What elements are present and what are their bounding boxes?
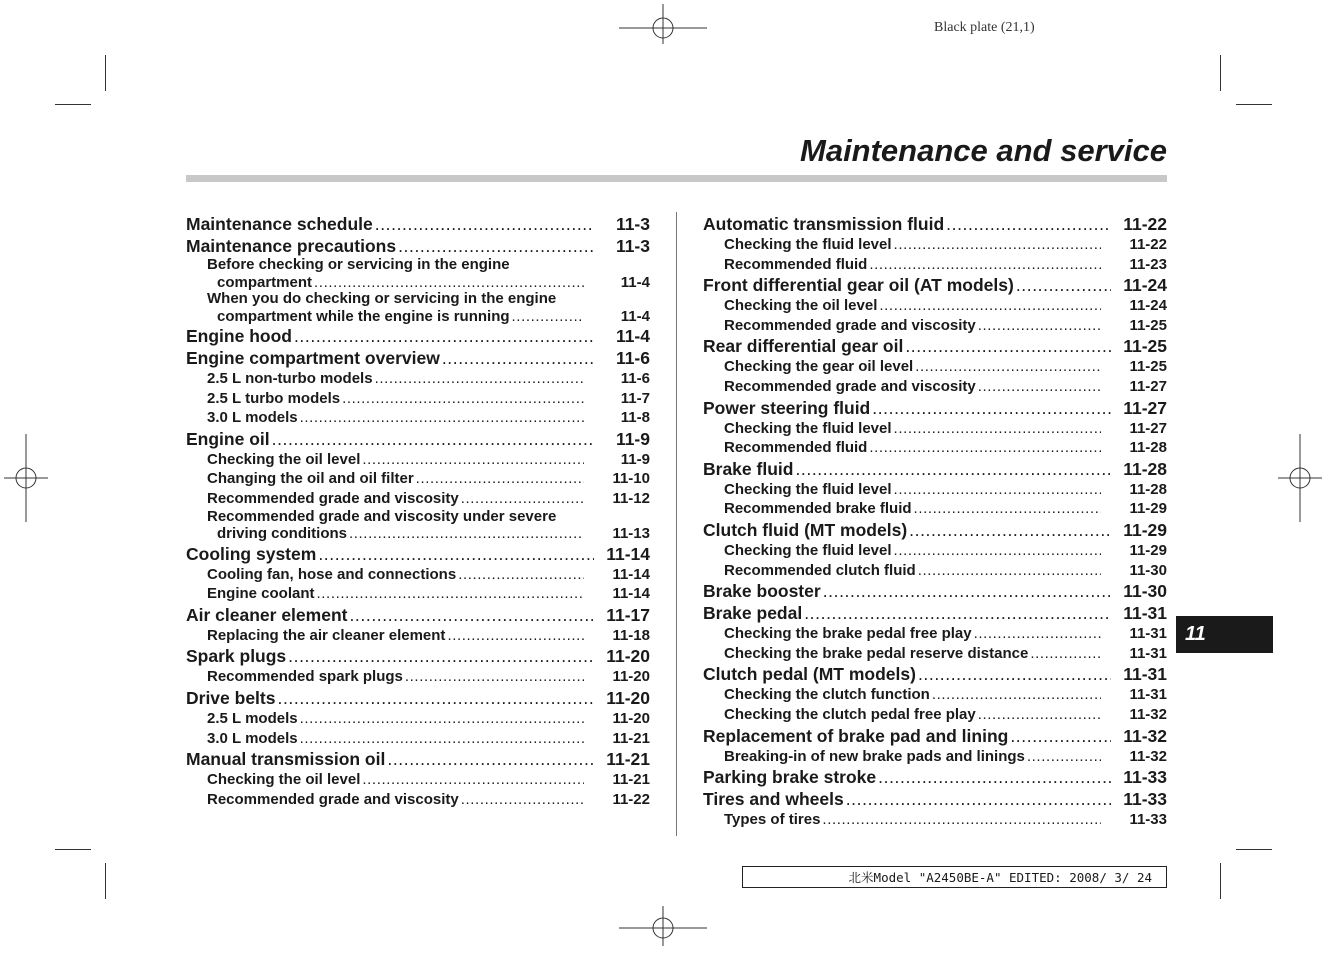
toc-entry[interactable] [186, 489, 650, 509]
dot-leader [300, 709, 584, 729]
crop-mark [105, 863, 106, 899]
toc-page-number: 11-31 [1129, 625, 1167, 643]
dot-leader [918, 663, 1111, 685]
dot-leader [272, 428, 594, 450]
toc-entry[interactable] [703, 255, 1167, 275]
toc-heading[interactable] [186, 235, 650, 257]
dot-leader [894, 480, 1101, 500]
dot-leader [387, 748, 594, 770]
toc-heading[interactable] [703, 663, 1167, 685]
toc-page-number: 11-29 [1129, 541, 1167, 559]
toc-page-number: 11-10 [612, 470, 650, 488]
toc-entry-title: Checking the fluid level [724, 541, 892, 559]
toc-entry[interactable] [703, 480, 1167, 500]
toc-entry[interactable] [703, 747, 1167, 767]
toc-page-number: 11-12 [612, 489, 650, 507]
toc-entry-line [186, 257, 650, 274]
toc-heading[interactable] [703, 519, 1167, 541]
toc-entry[interactable] [703, 810, 1167, 830]
toc-heading[interactable] [703, 335, 1167, 357]
toc-page-number: 11-8 [620, 409, 650, 427]
dot-leader [1010, 725, 1111, 747]
toc-entry[interactable] [186, 469, 650, 489]
toc-entry[interactable] [703, 624, 1167, 644]
toc-entry-title: Checking the oil level [207, 771, 361, 789]
toc-entry-title: 3.0 L models [207, 729, 298, 747]
toc-entry-title: Spark plugs [186, 646, 287, 667]
toc-entry[interactable] [703, 685, 1167, 705]
toc-heading[interactable] [186, 428, 650, 450]
toc-page-number: 11-27 [1129, 419, 1167, 437]
plate-label: Black plate (21,1) [934, 20, 1035, 35]
toc-page-number: 11-32 [1123, 725, 1167, 746]
toc-entry-title: Power steering fluid [703, 397, 871, 418]
toc-entry-title: Engine oil [186, 428, 270, 449]
toc-entry-title: Recommended clutch fluid [724, 561, 916, 579]
dot-leader [318, 543, 594, 565]
toc-entry[interactable] [703, 561, 1167, 581]
toc-entry-title: Checking the clutch function [724, 686, 930, 704]
toc-page-number: 11-28 [1123, 458, 1167, 479]
toc-heading[interactable] [703, 788, 1167, 810]
toc-heading[interactable] [703, 213, 1167, 235]
toc-entry[interactable] [186, 667, 650, 687]
toc-entry-title: Recommended fluid [724, 255, 868, 273]
registration-mark-icon [619, 4, 707, 44]
toc-entry-title: Recommended grade and viscosity under severe [207, 507, 557, 525]
dot-leader [288, 645, 594, 667]
dot-leader [905, 335, 1111, 357]
dot-leader [442, 347, 594, 369]
toc-page-number: 11-4 [615, 326, 650, 346]
toc-entry-title: Manual transmission oil [186, 749, 386, 770]
dot-leader [894, 419, 1101, 439]
footer-edit-stamp: 北米Model "A2450BE-A" EDITED: 2008/ 3/ 24 [742, 866, 1167, 888]
toc-entry[interactable] [186, 525, 650, 543]
toc-page-number: 11-30 [1123, 581, 1167, 602]
dot-leader [822, 810, 1101, 830]
dot-leader [804, 602, 1111, 624]
toc-page-number: 11-25 [1129, 358, 1167, 376]
toc-page-number: 11-14 [612, 565, 650, 583]
toc-entry-title: Drive belts [186, 687, 276, 708]
dot-leader [375, 369, 584, 389]
toc-entry-title: Front differential gear oil (AT models) [703, 275, 1014, 296]
toc-entry-title: Types of tires [724, 811, 821, 829]
toc-page-number: 11-20 [612, 668, 650, 686]
toc-entry[interactable] [186, 389, 650, 409]
toc-entry-title: Checking the brake pedal free play [724, 625, 972, 643]
toc-entry-title: Clutch fluid (MT models) [703, 519, 908, 540]
toc-page-number: 11-20 [606, 687, 650, 708]
toc-page-number: 11-31 [1129, 644, 1167, 662]
dot-leader [512, 308, 584, 326]
registration-mark-icon [1278, 434, 1322, 522]
toc-heading[interactable] [186, 748, 650, 770]
toc-heading[interactable] [186, 325, 650, 347]
toc-page-number: 11-32 [1129, 705, 1167, 723]
toc-page-number: 11-22 [612, 790, 650, 808]
dot-leader [869, 438, 1101, 458]
toc-heading[interactable] [186, 543, 650, 565]
dot-leader [447, 626, 584, 646]
dot-leader [277, 687, 594, 709]
toc-entry-title: Replacement of brake pad and lining [703, 725, 1009, 746]
toc-entry-title: Recommended grade and viscosity [724, 316, 976, 334]
toc-entry[interactable] [186, 770, 650, 790]
toc-entry[interactable] [186, 274, 650, 292]
toc-right-column [703, 213, 1167, 830]
toc-entry[interactable] [703, 296, 1167, 316]
toc-page-number: 11-30 [1129, 561, 1167, 579]
toc-entry[interactable] [703, 419, 1167, 439]
toc-entry[interactable] [186, 369, 650, 389]
dot-leader [846, 788, 1111, 810]
toc-heading[interactable] [703, 274, 1167, 296]
toc-entry-title: Recommended brake fluid [724, 500, 912, 518]
toc-entry-title: Engine coolant [207, 585, 315, 603]
dot-leader [398, 235, 594, 257]
dot-leader [458, 565, 584, 585]
toc-page-number: 11-20 [612, 709, 650, 727]
toc-heading[interactable] [703, 602, 1167, 624]
dot-leader [1016, 274, 1111, 296]
toc-heading[interactable] [703, 397, 1167, 419]
toc-entry[interactable] [186, 408, 650, 428]
toc-entry-title: Engine hood [186, 326, 292, 346]
toc-entry-title: Recommended grade and viscosity [207, 790, 459, 808]
dot-leader [795, 458, 1111, 480]
toc-page-number: 11-20 [606, 646, 650, 667]
dot-leader [978, 705, 1101, 725]
dot-leader [294, 325, 594, 347]
toc-entry-title: Engine compartment overview [186, 348, 440, 368]
toc-entry-title: Cooling system [186, 543, 317, 564]
dot-leader [932, 685, 1101, 705]
dot-leader [1027, 747, 1101, 767]
toc-page-number: 11-9 [620, 450, 650, 468]
toc-entry-title: Maintenance precautions [186, 236, 397, 256]
dot-leader [362, 450, 584, 470]
toc-entry-title: Recommended fluid [724, 439, 868, 457]
toc-page-number: 11-21 [612, 729, 650, 747]
dot-leader [362, 770, 584, 790]
toc-entry-title: Recommended grade and viscosity [207, 489, 459, 507]
toc-entry-title: Recommended spark plugs [207, 668, 403, 686]
toc-entry[interactable] [703, 705, 1167, 725]
dot-leader [314, 274, 584, 292]
dot-leader [349, 604, 594, 626]
toc-entry[interactable] [186, 565, 650, 585]
dot-leader [918, 561, 1101, 581]
toc-page-number: 11-25 [1129, 316, 1167, 334]
dot-leader [914, 499, 1101, 519]
toc-page-number: 11-14 [612, 585, 650, 603]
dot-leader [974, 624, 1101, 644]
toc-page-number: 11-6 [615, 348, 650, 368]
dot-leader [349, 525, 584, 543]
dot-leader [416, 469, 584, 489]
toc-entry-title: Recommended grade and viscosity [724, 377, 976, 395]
toc-entry[interactable] [703, 438, 1167, 458]
toc-entry-title: Automatic transmission fluid [703, 214, 945, 234]
toc-page-number: 11-28 [1129, 439, 1167, 457]
toc-page-number: 11-17 [606, 604, 650, 625]
crop-mark [1236, 849, 1272, 850]
toc-page-number: 11-27 [1123, 397, 1167, 418]
toc-entry-title: Air cleaner element [186, 604, 348, 625]
dot-leader [405, 667, 584, 687]
toc-page-number: 11-27 [1129, 377, 1167, 395]
toc-entry[interactable] [703, 377, 1167, 397]
dot-leader [894, 235, 1101, 255]
dot-leader [461, 489, 584, 509]
toc-entry-title: Checking the oil level [207, 450, 361, 468]
toc-page-number: 11-33 [1123, 767, 1167, 788]
crop-mark [105, 55, 106, 91]
dot-leader [300, 408, 584, 428]
toc-entry[interactable] [186, 584, 650, 604]
toc-entry[interactable] [703, 235, 1167, 255]
toc-heading[interactable] [186, 645, 650, 667]
toc-heading[interactable] [703, 766, 1167, 788]
toc-page-number: 11-23 [1129, 255, 1167, 273]
toc-page-number: 11-33 [1129, 811, 1167, 829]
toc-entry-title: Changing the oil and oil filter [207, 470, 414, 488]
toc-heading[interactable] [703, 458, 1167, 480]
toc-entry-title: 2.5 L non-turbo models [207, 370, 373, 387]
toc-page-number: 11-31 [1129, 686, 1167, 704]
dot-leader [946, 213, 1111, 235]
toc-entry-title: Replacing the air cleaner element [207, 626, 446, 644]
toc-entry-line [186, 291, 650, 308]
toc-page-number: 11-22 [1123, 214, 1167, 234]
toc-entry-title-cont: compartment while the engine is running [217, 307, 510, 325]
toc-entry-title: Checking the fluid level [724, 480, 892, 498]
dot-leader [894, 541, 1101, 561]
toc-entry-title: Checking the brake pedal reserve distance [724, 644, 1029, 662]
toc-entry[interactable] [703, 357, 1167, 377]
toc-heading[interactable] [703, 580, 1167, 602]
chapter-title: Maintenance and service [800, 133, 1167, 168]
toc-entry-title: Rear differential gear oil [703, 336, 904, 357]
toc-page-number: 11-21 [612, 771, 650, 789]
toc-entry-title: Brake fluid [703, 458, 794, 479]
toc-page-number: 11-31 [1123, 664, 1167, 685]
toc-page-number: 11-29 [1123, 519, 1167, 540]
toc-page-number: 11-21 [606, 749, 650, 770]
toc-entry-title: Breaking-in of new brake pads and linings [724, 747, 1025, 765]
toc-page-number: 11-28 [1129, 480, 1167, 498]
toc-entry[interactable] [186, 450, 650, 470]
toc-entry-title: Checking the oil level [724, 297, 878, 315]
toc-entry-title: 3.0 L models [207, 409, 298, 427]
crop-mark [1220, 863, 1221, 899]
toc-entry-title: When you do checking or servicing in the engine [207, 290, 557, 307]
toc-page-number: 11-9 [615, 428, 650, 449]
toc-entry-title: Cooling fan, hose and connections [207, 565, 457, 583]
chapter-tab[interactable]: 11 [1176, 616, 1273, 653]
registration-mark-icon [619, 906, 707, 946]
dot-leader [978, 377, 1101, 397]
toc-left-column [186, 213, 650, 809]
crop-mark [55, 104, 91, 105]
dot-leader [317, 584, 584, 604]
toc-page-number: 11-31 [1123, 603, 1167, 624]
toc-entry[interactable] [186, 790, 650, 810]
toc-page-number: 11-4 [620, 273, 650, 291]
toc-entry-title: Before checking or servicing in the engine [207, 256, 510, 273]
crop-mark [1220, 55, 1221, 91]
toc-page-number: 11-32 [1129, 747, 1167, 765]
toc-page-number: 11-4 [620, 307, 650, 325]
toc-page-number: 11-29 [1129, 500, 1167, 518]
toc-entry[interactable] [703, 541, 1167, 561]
crop-mark [1236, 104, 1272, 105]
toc-entry[interactable] [186, 626, 650, 646]
toc-entry[interactable] [186, 308, 650, 326]
toc-entry-title: Checking the fluid level [724, 419, 892, 437]
toc-entry-title: Checking the gear oil level [724, 358, 914, 376]
dot-leader [342, 389, 584, 409]
dot-leader [823, 580, 1111, 602]
dot-leader [915, 357, 1101, 377]
toc-entry-title: Parking brake stroke [703, 767, 877, 788]
toc-entry-title: Checking the clutch pedal free play [724, 705, 976, 723]
toc-entry-title: Tires and wheels [703, 789, 844, 810]
title-rule [186, 175, 1167, 182]
toc-page-number: 11-6 [620, 370, 650, 387]
toc-entry[interactable] [703, 644, 1167, 664]
toc-page-number: 11-14 [606, 543, 650, 564]
toc-heading[interactable] [186, 687, 650, 709]
dot-leader [978, 316, 1101, 336]
toc-entry-title: Brake booster [703, 581, 821, 602]
toc-entry-title: Brake pedal [703, 603, 803, 624]
toc-entry-line [186, 509, 650, 526]
toc-entry[interactable] [186, 709, 650, 729]
dot-leader [872, 397, 1111, 419]
toc-page-number: 11-3 [615, 236, 650, 256]
toc-page-number: 11-24 [1129, 297, 1167, 315]
toc-page-number: 11-3 [615, 214, 650, 234]
toc-entry-title: Checking the fluid level [724, 236, 892, 253]
toc-page-number: 11-7 [620, 389, 650, 407]
toc-page-number: 11-13 [612, 525, 650, 543]
dot-leader [1030, 644, 1101, 664]
dot-leader [909, 519, 1111, 541]
toc-heading[interactable] [186, 347, 650, 369]
dot-leader [461, 790, 584, 810]
toc-entry-title: Maintenance schedule [186, 214, 373, 234]
dot-leader [879, 296, 1101, 316]
toc-page-number: 11-25 [1123, 336, 1167, 357]
toc-page-number: 11-33 [1123, 789, 1167, 810]
toc-heading[interactable] [703, 725, 1167, 747]
toc-entry[interactable] [703, 499, 1167, 519]
registration-mark-icon [4, 434, 48, 522]
toc-entry-title: Clutch pedal (MT models) [703, 664, 916, 685]
toc-entry[interactable] [186, 729, 650, 749]
toc-entry-title: 2.5 L turbo models [207, 389, 341, 407]
toc-page-number: 11-22 [1129, 236, 1167, 253]
crop-mark [55, 849, 91, 850]
dot-leader [300, 729, 584, 749]
toc-entry[interactable] [703, 316, 1167, 336]
toc-heading[interactable] [186, 604, 650, 626]
toc-page-number: 11-24 [1123, 275, 1167, 296]
toc-heading[interactable] [186, 213, 650, 235]
dot-leader [375, 213, 594, 235]
toc-entry-title-cont: driving conditions [217, 525, 347, 543]
dot-leader [869, 255, 1101, 275]
dot-leader [878, 766, 1111, 788]
toc-entry-title-cont: compartment [217, 273, 313, 291]
toc-entry-title: 2.5 L models [207, 709, 298, 727]
column-divider [676, 212, 677, 836]
toc-page-number: 11-18 [612, 626, 650, 644]
